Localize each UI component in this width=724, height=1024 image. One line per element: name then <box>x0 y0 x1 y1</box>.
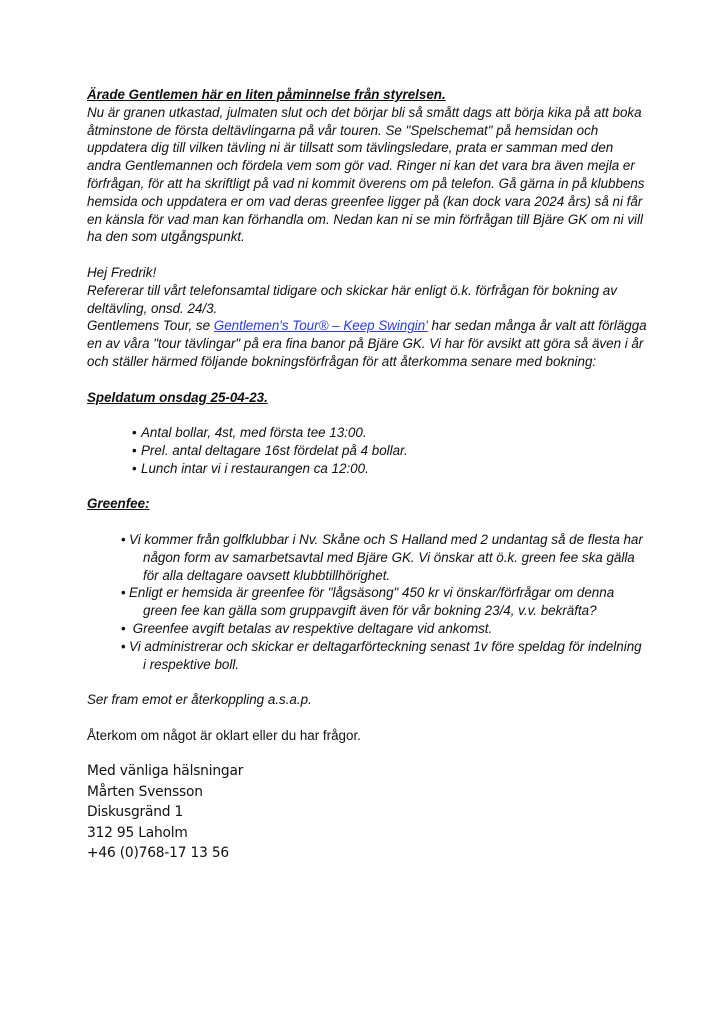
list-item: • Prel. antal deltagare 16st fördelat på 4 bollar. <box>132 442 408 458</box>
bullet-icon: • <box>132 460 137 476</box>
sender-street: Diskusgränd 1 <box>87 804 184 821</box>
greenfee-list <box>87 531 647 673</box>
bullet-icon: • <box>132 425 137 441</box>
list-item: • Lunch intar vi i restaurangen ca 12:00. <box>132 460 369 476</box>
list-item: • Antal bollar, 4st, med första tee 13:00. <box>132 425 367 441</box>
spacer <box>87 513 647 531</box>
spacer <box>87 406 647 424</box>
greenfee-heading: Greenfee: <box>87 496 150 512</box>
bullet-icon: • <box>121 638 126 654</box>
list-item: • Greenfee avgift betalas av respektive deltagare vid ankomst. <box>121 620 493 636</box>
list-item: • Vi kommer från golfklubbar i Nv. Skåne och S Halland med 2 undantag så de flesta har någon form av samarbetsavtal med Bjäre GK. Vi önskar att ö.k. green fee ska gälla för alla deltagare oavsett klubbtillhörighet. <box>121 531 643 583</box>
closing: Med vänliga hälsningar <box>87 763 244 780</box>
letter-title: Ärade Gentlemen här en liten påminnelse från styrelsen. <box>87 87 446 102</box>
spacer <box>87 371 647 389</box>
sender-phone: +46 (0)768-17 13 56 <box>87 845 229 862</box>
date-list <box>87 424 647 477</box>
bullet-icon: • <box>121 531 126 547</box>
bullet-icon: • <box>121 620 126 636</box>
spacer <box>87 673 647 691</box>
list-item: • Enligt er hemsida är greenfee för "lågsäsong" 450 kr vi önskar/förfrågar om denna green fee kan gälla som gruppavgift även för vår bokning 23/4, v.v. bekräfta? <box>121 585 615 619</box>
list-item: • Vi administrerar och skickar er deltagarförteckning senast 1v före speldag för indelning i respektive boll. <box>121 638 642 672</box>
date-heading: Speldatum onsdag 25-04-23. <box>87 389 268 405</box>
intro-paragraph: Nu är granen utkastad, julmaten slut och det börjar bli så smått dags att börja kika på att boka åtminstone de första deltävlingarna på vår touren. Se "Spelschemat" på hemsidan och uppdatera dig till vilken tävling ni är tillsatt som tävlingsledare, prata er samman med den andra Gentlemannen och fördela vem som gör vad. Ringer ni kan det vara bra även mejla er förfrågan, för att ha skriftligt på vad ni kommit överens om på telefon. Gå gärna in på klubbens hemsida och uppdatera er om vad deras greenfee ligger på (kan dock vara 2024 års) så ni får en känsla för vad man kan förhandla om. Nedan kan ni se min förfrågan till Bjäre GK om ni vill ha den som utgångspunkt. <box>87 104 645 245</box>
bullet-icon: • <box>121 585 126 601</box>
spacer <box>87 478 647 496</box>
looking-forward: Ser fram emot er återkoppling a.s.a.p. <box>87 692 312 708</box>
signature-block <box>87 761 647 863</box>
tour-suffix: har sedan många år valt att förlägga en av våra "tour tävlingar" på era fina banor på Bjäre GK. Vi har för avsikt att göra så även i år och ställer härmed följande bokningsförfrågan för att återkomma senare med bokning: <box>87 318 647 369</box>
questions-line: Återkom om något är oklart eller du har frågor. <box>87 727 361 743</box>
tour-paragraph <box>87 317 647 370</box>
tour-link[interactable]: Gentlemen's Tour® – Keep Swingin' <box>213 318 428 334</box>
letter-page <box>87 86 647 864</box>
spacer <box>87 246 647 264</box>
spacer <box>87 709 647 727</box>
sender-city: 312 95 Laholm <box>87 824 188 841</box>
sender-name: Mårten Svensson <box>87 783 203 800</box>
bullet-icon: • <box>132 442 137 458</box>
reference-paragraph: Refererar till vårt telefonsamtal tidigare och skickar här enligt ö.k. förfrågan för bokning av deltävling, onsd. 24/3. <box>87 282 617 316</box>
greeting: Hej Fredrik! <box>87 264 157 280</box>
tour-prefix: Gentlemens Tour, se <box>87 318 214 334</box>
